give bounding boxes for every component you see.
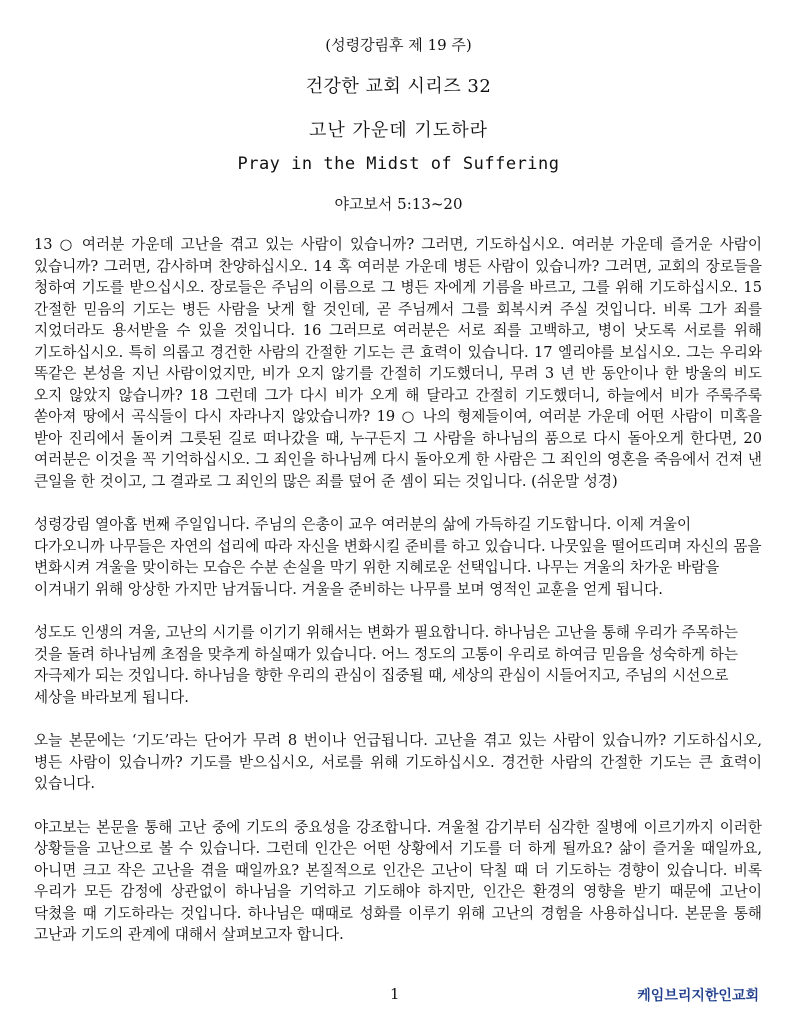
series-title: 건강한 교회 시리즈 32	[305, 76, 492, 97]
sermon-title-korean: 고난 가운데 기도하라	[309, 120, 488, 141]
body-paragraph: 성령강림 열아홉 번째 주일입니다. 주님의 은총이 교우 여러분의 삶에 가득하길 기도합니다. 이제 겨울이 다가오니까 나무들은 자연의 섭리에 따라 자신을 변화시킬 준비를 하고 있습니다. 나뭇잎을 떨어뜨리며 자신의 몸을 변화시켜 겨울을 맞이하는 모습은 수분 손실을 막기 위한 지혜로운 선택입니다. 나무는 겨울의 차가운 바람을 이겨내기 위해 앙상한 가지만 남겨둡니다. 겨울을 준비하는 나무를 보며 영적인 교훈을 얻게 됩니다.	[34, 516, 762, 598]
sermon-title-english: Pray in the Midst of Suffering	[237, 154, 560, 174]
season-label: (성령강림후 제 19 주)	[325, 36, 472, 54]
sermon-body	[34, 234, 762, 968]
body-paragraph: 성도도 인생의 겨울, 고난의 시기를 이기기 위해서는 변화가 필요합니다. 하나님은 고난을 통해 우리가 주목하는 것을 돌려 하나님께 초점을 맞추게 하실때가 있습니다. 어느 정도의 고통이 우리로 하여금 믿음을 성숙하게 하는 자극제가 되는 것입니다. 하나님을 향한 우리의 관심이 집중될 때, 세상의 관심이 시들어지고, 주님의 시선으로 세상을 바라보게 됩니다.	[34, 624, 738, 706]
body-paragraph: 오늘 본문에는 ‘기도’라는 단어가 무려 8 번이나 언급됩니다. 고난을 겪고 있는 사람이 있습니까? 기도하십시오, 병든 사람이 있습니까? 기도를 받으십시오, 서로를 위해 기도하십시오. 경건한 사람의 간절한 기도는 큰 효력이 있습니다.	[34, 732, 762, 792]
church-name: 케임브리지한인교회	[637, 988, 759, 1004]
body-paragraph: 야고보는 본문을 통해 고난 중에 기도의 중요성을 강조합니다. 겨울철 감기부터 심각한 질병에 이르기까지 이러한 상황들을 고난으로 볼 수 있습니다. 그런데 인간은 어떤 상황에서 기도를 더 하게 될까요? 삶이 즐거울 때일까요, 아니면 크고 작은 고난을 겪을 때일까요? 본질적으로 인간은 고난이 닥칠 때 더 기도하는 경향이 있습니다. 비록 우리가 모든 감정에 상관없이 하나님을 기억하고 기도해야 하지만, 인간은 환경의 영향을 받기 때문에 고난이 닥쳤을 때 기도하라는 것입니다. 하나님은 때때로 성화를 이루기 위해 고난의 경험을 사용하십니다. 본문을 통해 고난과 기도의 관계에 대해서 살펴보고자 합니다.	[34, 818, 762, 943]
page-number: 1	[390, 985, 400, 1003]
scripture-reference: 야고보서 5:13~20	[334, 195, 463, 213]
scripture-passage: 13 ○ 여러분 가운데 고난을 겪고 있는 사람이 있습니까? 그러면, 기도하십시오. 여러분 가운데 즐거운 사람이 있습니까? 그러면, 감사하며 찬양하십시오. 14 혹 여러분 가운데 병든 사람이 있습니까? 그러면, 교회의 장로들을 청하여 기도를 받으십시오. 장로들은 주님의 이름으로 그 병든 자에게 기름을 바르고, 그를 위해 기도하십시오. 15 간절한 믿음의 기도는 병든 사람을 낫게 할 것인데, 곧 주님께서 그를 회복시켜 주실 것입니다. 비록 그가 죄를 지었더라도 용서받을 수 있을 것입니다. 16 그러므로 여러분은 서로 죄를 고백하고, 병이 낫도록 서로를 위해 기도하십시오. 특히 의롭고 경건한 사람의 간절한 기도는 큰 효력이 있습니다. 17 엘리야를 보십시오. 그는 우리와 똑같은 본성을 지닌 사람이었지만, 비가 오지 않기를 간절히 기도했더니, 무려 3 년 반 동안이나 한 방울의 비도 오지 않았지 않습니까? 18 그런데 그가 다시 비가 오게 해 달라고 간절히 기도했더니, 하늘에서 비가 주룩주룩 쏟아져 땅에서 곡식들이 다시 자라나지 않았습니까? 19 ○ 나의 형제들이여, 여러분 가운데 어떤 사람이 미혹을 받아 진리에서 돌이켜 그릇된 길로 떠나갔을 때, 누구든지 그 사람을 하나님의 품으로 다시 돌아오게 한다면, 20 여러분은 이것을 꼭 기억하십시오. 그 죄인을 하나님께 다시 돌아오게 한 사람은 그 죄인의 영혼을 죽음에서 건져 낸 큰일을 한 것이고, 그 결과로 그 죄인의 많은 죄를 덮어 준 셈이 되는 것입니다. (쉬운말 성경)	[34, 236, 762, 490]
